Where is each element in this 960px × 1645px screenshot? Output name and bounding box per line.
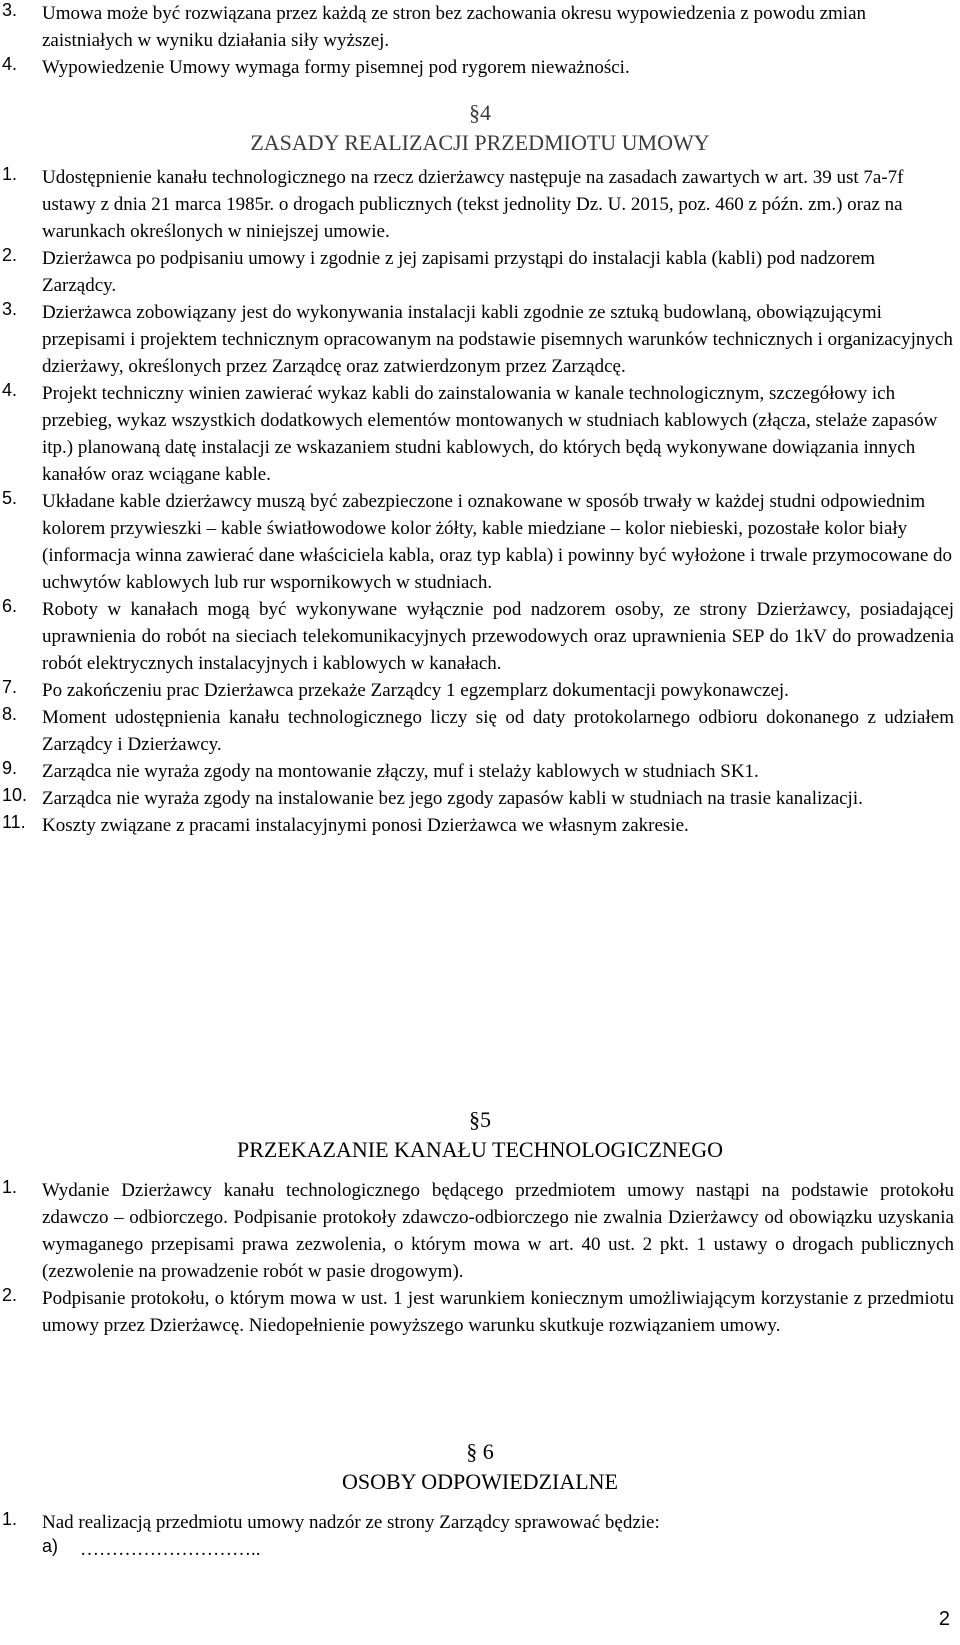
- section-6: [0, 1437, 960, 1563]
- list-item: [0, 1536, 954, 1563]
- item-text: Nad realizacją przedmiotu umowy nadzór ze strony Zarządcy sprawować będzie:: [42, 1512, 660, 1533]
- list-item: [0, 299, 954, 380]
- section-title: PRZEKAZANIE KANAŁU TECHNOLOGICZNEGO: [237, 1137, 723, 1162]
- item-text: Podpisanie protokołu, o którym mowa w ust. 1 jest warunkiem koniecznym umożliwiającym korzystanie z przedmiotu umowy przez Dzierżawcę. Niedopełnienie powyższego warunku skutkuje rozwiązaniem umowy.: [42, 1288, 954, 1336]
- item-text: Układane kable dzierżawcy muszą być zabezpieczone i oznakowane w sposób trwały w każdej studni odpowiednim kolorem przywieszki – kable światłowodowe kolor żółty, kable miedziane – kolor niebieski, pozostałe kolor biały (informacja winna zawierać dane właściciela kabla, oraz typ kabla) i powinny być wyłożone i trwale przymocowane do uchwytów kablowych lub rur wspornikowych w studniach.: [42, 491, 953, 593]
- item-text: Zarządca nie wyraża zgody na montowanie złączy, muf i stelaży kablowych w studniach SK1.: [42, 761, 759, 782]
- item-text: Dzierżawca zobowiązany jest do wykonywania instalacji kabli zgodnie ze sztuką budowlaną, obowiązującymi przepisami i projektem technicznym opracowanym na podstawie pisemnych warunków technicznych i organizacyjnych dzierżawy, określonych przez Zarządcę oraz zatwierdzonym przez Zarządcę.: [42, 302, 953, 377]
- item-text: Udostępnienie kanału technologicznego na rzecz dzierżawcy następuje na zasadach zawartych w art. 39 ust 7a-7f ustawy z dnia 21 marca 1985r. o drogach publicznych (tekst jednolity Dz. U. 2015, poz. 460 z późn. zm.) oraz na warunkach określonych w niniejszej umowie.: [42, 167, 904, 242]
- list-item: [0, 164, 954, 245]
- item-number: 6.: [2, 596, 18, 616]
- item-number: 3.: [2, 299, 18, 319]
- item-number: 2.: [2, 1285, 18, 1305]
- item-text: Wydanie Dzierżawcy kanału technologicznego będącego przedmiotem umowy nastąpi na podstawie protokołu zdawczo – odbiorczego. Podpisanie protokoły zdawczo-odbiorczego nie zwalnia Dzierżawcy od obowiązku uzyskania wymaganego przepisami prawa zezwolenia, o którym mowa w art. 40 ust. 2 pkt. 1 ustawy o drogach publicznych (zezwolenie na prowadzenie robót w pasie drogowym).: [42, 1180, 954, 1282]
- list-item: [0, 758, 954, 785]
- item-number: 4.: [2, 380, 18, 400]
- page-number: 2: [938, 1608, 950, 1630]
- item-number: 2.: [2, 245, 18, 265]
- section-title: OSOBY ODPOWIEDZIALNE: [342, 1469, 618, 1494]
- list-item: [0, 812, 954, 839]
- item-text: Umowa może być rozwiązana przez każdą ze stron bez zachowania okresu wypowiedzenia z powodu zmian zaistniałych w wyniku działania siły wyższej.: [42, 3, 867, 51]
- item-number: 9.: [2, 758, 18, 778]
- item-number: 1.: [2, 1509, 18, 1529]
- item-number: a): [42, 1536, 59, 1556]
- item-text: Wypowiedzenie Umowy wymaga formy pisemnej pod rygorem nieważności.: [42, 57, 630, 78]
- item-text: Koszty związane z pracami instalacyjnymi ponosi Dzierżawca we własnym zakresie.: [42, 815, 689, 836]
- item-text: Roboty w kanałach mogą być wykonywane wyłącznie pod nadzorem osoby, ze strony Dzierżawcy, posiadającej uprawnienia do robót na sieciach telekomunikacyjnych przewodowych oraz uprawnienia SEP do 1kV do prowadzenia robót elektrycznych instalacyjnych i kablowych w kanałach.: [42, 599, 954, 674]
- list-item: [0, 596, 954, 677]
- section-4-list: [0, 164, 960, 839]
- item-text: Po zakończeniu prac Dzierżawca przekaże Zarządcy 1 egzemplarz dokumentacji powykonawczej.: [42, 680, 789, 701]
- item-number: 1.: [2, 1177, 18, 1197]
- list-item: [0, 54, 954, 81]
- item-text: Dzierżawca po podpisaniu umowy i zgodnie z jej zapisami przystąpi do instalacji kabla (kabli) pod nadzorem Zarządcy.: [42, 248, 876, 296]
- list-item: [0, 245, 954, 299]
- item-number: 7.: [2, 677, 18, 697]
- section-sign: § 6: [466, 1439, 494, 1464]
- list-item: [0, 677, 954, 704]
- section-title: ZASADY REALIZACJI PRZEDMIOTU UMOWY: [250, 130, 710, 155]
- item-number: 10.: [2, 785, 28, 805]
- list-item: [0, 1177, 954, 1285]
- item-number: 3.: [2, 0, 18, 20]
- list-item: [0, 704, 954, 758]
- item-number: 8.: [2, 704, 18, 724]
- item-text: ………………………..: [80, 1539, 261, 1560]
- section-5-list: [0, 1177, 960, 1339]
- item-text: Moment udostępnienia kanału technologicznego liczy się od daty protokolarnego odbioru dokonanego z udziałem Zarządcy i Dzierżawcy.: [42, 707, 954, 755]
- list-item: [0, 1285, 954, 1339]
- list-item: [0, 380, 954, 488]
- list-item: [0, 1509, 954, 1536]
- section-sign: §5: [469, 1107, 491, 1132]
- section-6-list: [0, 1509, 960, 1563]
- list-item: [0, 488, 954, 596]
- item-number: 5.: [2, 488, 18, 508]
- item-number: 1.: [2, 164, 18, 184]
- intro-list: [0, 0, 960, 81]
- list-item: [0, 0, 954, 54]
- section-4: [0, 98, 960, 839]
- item-text: Zarządca nie wyraża zgody na instalowanie bez jego zgody zapasów kabli w studniach na trasie kanalizacji.: [42, 788, 863, 809]
- section-5: [0, 1105, 960, 1339]
- item-number: 11.: [2, 812, 26, 832]
- item-text: Projekt techniczny winien zawierać wykaz kabli do zainstalowania w kanale technologicznym, szczegółowy ich przebieg, wykaz wszystkich dodatkowych elementów montowanych w studniach kablowych (złącza, stelaże zapasów itp.) planowaną datę instalacji ze wskazaniem studni kablowych, do których będą wykonywane dowiązania innych kanałów oraz wciągane kable.: [42, 383, 938, 485]
- section-sign: §4: [469, 100, 491, 125]
- item-number: 4.: [2, 54, 18, 74]
- list-item: [0, 785, 954, 812]
